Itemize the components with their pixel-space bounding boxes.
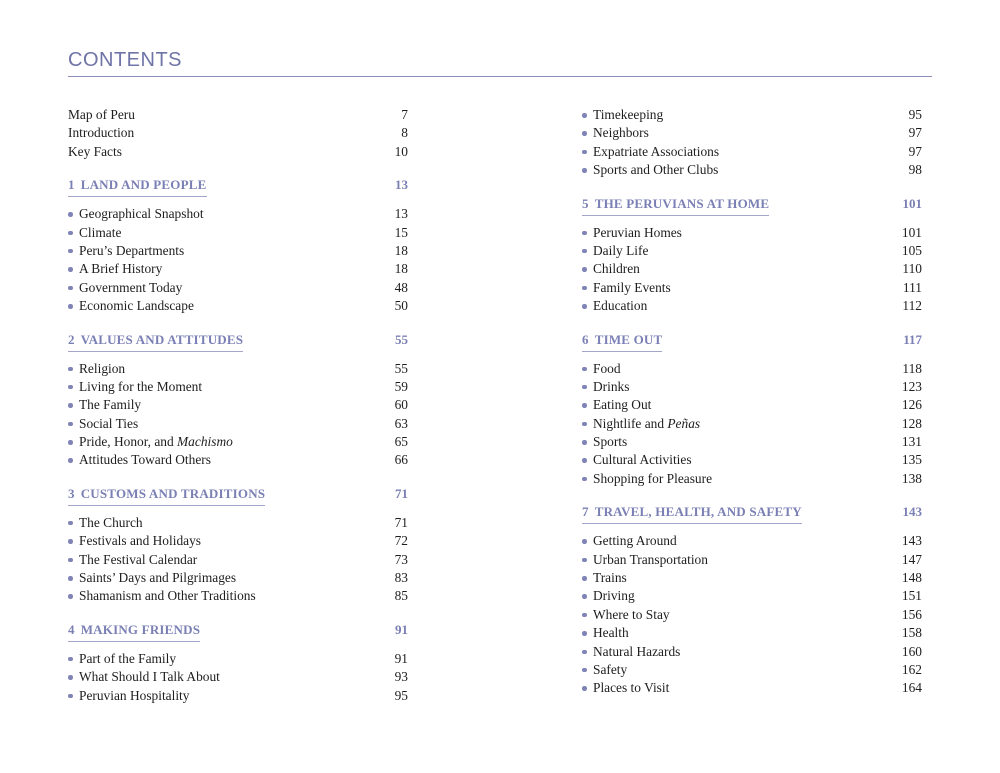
toc-entry-page-number: 72	[394, 533, 408, 549]
toc-entry-page-number: 18	[394, 261, 408, 277]
section-spacer	[68, 470, 408, 486]
toc-entry-page-number: 93	[394, 669, 408, 685]
toc-entry[interactable]	[68, 668, 408, 686]
bullet-icon	[582, 367, 587, 372]
toc-entry-label: Geographical Snapshot	[79, 206, 204, 222]
toc-entry[interactable]	[582, 161, 922, 179]
section-title	[68, 622, 200, 642]
toc-entry-page-number: 13	[394, 206, 408, 222]
bullet-icon	[68, 367, 73, 372]
toc-entry-page-number: 143	[901, 533, 922, 549]
section-heading[interactable]	[582, 332, 922, 360]
toc-entry-page-number: 135	[901, 452, 922, 468]
toc-entry[interactable]	[582, 378, 922, 396]
bullet-icon	[582, 440, 587, 445]
toc-entry-page-number: 97	[908, 143, 922, 159]
toc-entry-label-italic: Machismo	[177, 434, 233, 450]
toc-entry-page-number: 15	[394, 224, 408, 240]
section-number: 5	[582, 195, 589, 211]
section-label: CUSTOMS AND TRADITIONS	[80, 485, 266, 501]
toc-entry[interactable]	[68, 587, 408, 605]
toc-entry[interactable]	[582, 470, 922, 488]
toc-entry-page-number: 164	[901, 680, 922, 696]
toc-entry-label: Key Facts	[68, 143, 122, 159]
section-label: VALUES AND ATTITUDES	[80, 331, 244, 347]
toc-entry-page-number: 160	[901, 643, 922, 659]
section-label: THE PERUVIANS AT HOME	[594, 195, 770, 211]
toc-entry[interactable]	[68, 143, 408, 161]
section-number: 1	[68, 177, 75, 193]
toc-entry-page-number: 71	[394, 514, 408, 530]
bullet-icon	[68, 576, 73, 581]
toc-entry-label: The Family	[79, 397, 142, 413]
bullet-icon	[68, 657, 73, 662]
toc-entry-label: Sports	[593, 434, 628, 450]
toc-entry-label: Family Events	[593, 279, 671, 295]
toc-entry-label: Expatriate Associations	[593, 143, 720, 159]
toc-entry-label: Children	[593, 261, 640, 277]
toc-entry[interactable]	[582, 224, 922, 242]
bullet-icon	[582, 576, 587, 581]
toc-entry[interactable]	[582, 587, 922, 605]
section-title	[68, 486, 265, 506]
toc-entry-page-number: 111	[902, 279, 922, 295]
bullet-icon	[582, 304, 587, 309]
section-spacer	[582, 316, 922, 332]
section-number: 7	[582, 504, 589, 520]
bullet-icon	[582, 613, 587, 618]
toc-entry-label: Shopping for Pleasure	[593, 470, 713, 486]
section-label: LAND AND PEOPLE	[80, 177, 207, 193]
bullet-icon	[582, 168, 587, 173]
toc-entry-label: Peru’s Departments	[79, 242, 185, 258]
bullet-icon	[582, 403, 587, 408]
toc-entry-label: Trains	[593, 570, 627, 586]
section-spacer	[582, 180, 922, 196]
toc-entry-label: What Should I Talk About	[79, 669, 220, 685]
section-number: 3	[68, 485, 75, 501]
section-spacer	[68, 606, 408, 622]
toc-entry[interactable]	[68, 205, 408, 223]
section-heading[interactable]	[582, 196, 922, 224]
toc-entry-label: Social Ties	[79, 415, 139, 431]
toc-entry-label: Where to Stay	[593, 606, 670, 622]
toc-entry-page-number: 128	[901, 415, 922, 431]
toc-entry-label-italic: Peñas	[667, 415, 701, 431]
toc-entry-label: Education	[593, 298, 648, 314]
toc-entry-page-number: 8	[401, 125, 408, 141]
toc-entry-label: A Brief History	[79, 261, 163, 277]
toc-left-column	[68, 106, 408, 705]
toc-entry[interactable]	[68, 532, 408, 550]
bullet-icon	[68, 231, 73, 236]
toc-entry-label: Living for the Moment	[79, 378, 203, 394]
bullet-icon	[582, 286, 587, 291]
toc-entry-label: Shamanism and Other Traditions	[79, 588, 256, 604]
toc-entry-label: Natural Hazards	[593, 643, 681, 659]
toc-entry-page-number: 85	[394, 588, 408, 604]
toc-entry[interactable]	[582, 679, 922, 697]
toc-entry-page-number: 18	[394, 242, 408, 258]
toc-entry-page-number: 97	[908, 125, 922, 141]
toc-entry[interactable]	[68, 650, 408, 668]
section-title	[68, 332, 243, 352]
toc-entry-label: Daily Life	[593, 242, 649, 258]
page-title: CONTENTS	[68, 49, 182, 71]
bullet-icon	[582, 150, 587, 155]
section-page-number: 13	[395, 177, 408, 193]
bullet-icon	[68, 304, 73, 309]
toc-entry-label: Cultural Activities	[593, 452, 692, 468]
toc-entry-label: Peruvian Homes	[593, 224, 682, 240]
toc-entry-label: Sports and Other Clubs	[593, 162, 719, 178]
bullet-icon	[582, 668, 587, 673]
toc-entry-page-number: 73	[394, 551, 408, 567]
toc-entry-label: Nightlife and Peñas	[593, 415, 701, 431]
bullet-icon	[68, 558, 73, 563]
bullet-icon	[68, 403, 73, 408]
toc-entry-label: Timekeeping	[593, 107, 664, 122]
toc-entry[interactable]	[68, 687, 408, 705]
section-title	[582, 332, 662, 352]
toc-entry[interactable]	[582, 433, 922, 451]
toc-entry-label: The Festival Calendar	[79, 551, 198, 567]
toc-entry-page-number: 91	[394, 650, 408, 666]
section-number: 2	[68, 331, 75, 347]
toc-entry-page-number: 147	[901, 551, 922, 567]
toc-entry-label: Climate	[79, 224, 122, 240]
toc-entry-label: Attitudes Toward Others	[79, 452, 211, 468]
toc-entry-page-number: 126	[901, 397, 922, 413]
toc-entry[interactable]	[68, 242, 408, 260]
toc-entry-label: Places to Visit	[593, 680, 670, 696]
bullet-icon	[582, 131, 587, 136]
toc-entry[interactable]	[582, 606, 922, 624]
toc-entry-label: Pride, Honor, and Machismo	[79, 434, 233, 450]
toc-entry[interactable]	[582, 569, 922, 587]
toc-entry[interactable]	[582, 551, 922, 569]
section-page-number: 117	[903, 331, 922, 347]
toc-entry[interactable]	[582, 532, 922, 550]
section-spacer	[582, 488, 922, 504]
section-heading[interactable]	[68, 622, 408, 650]
bullet-icon	[582, 422, 587, 427]
title-divider	[68, 76, 932, 77]
section-label: TIME OUT	[594, 331, 663, 347]
toc-entry[interactable]	[582, 661, 922, 679]
bullet-icon	[68, 521, 73, 526]
toc-entry-page-number: 83	[394, 570, 408, 586]
section-page-number: 71	[395, 485, 408, 501]
bullet-icon	[68, 385, 73, 390]
toc-entry-page-number: 105	[901, 242, 922, 258]
toc-entry[interactable]	[582, 297, 922, 315]
toc-entry[interactable]	[68, 433, 408, 451]
section-heading[interactable]	[68, 332, 408, 360]
bullet-icon	[582, 650, 587, 655]
toc-entry[interactable]	[582, 124, 922, 142]
section-title	[582, 504, 802, 524]
toc-entry-page-number: 112	[902, 298, 922, 314]
toc-entry[interactable]	[68, 415, 408, 433]
section-page-number: 91	[395, 621, 408, 637]
toc-entry-page-number: 158	[901, 625, 922, 641]
toc-entry-page-number: 123	[901, 378, 922, 394]
toc-entry[interactable]	[582, 106, 922, 124]
toc-entry-label: Government Today	[79, 279, 183, 295]
toc-entry-label: Part of the Family	[79, 650, 177, 666]
section-page-number: 143	[902, 504, 922, 520]
toc-entry-page-number: 48	[394, 279, 408, 295]
toc-entry[interactable]	[68, 297, 408, 315]
toc-entry[interactable]	[582, 643, 922, 661]
section-spacer	[68, 316, 408, 332]
toc-entry-page-number: 110	[902, 261, 922, 277]
section-title	[582, 196, 769, 216]
bullet-icon	[582, 558, 587, 563]
bullet-icon	[582, 594, 587, 599]
toc-entry-page-number: 138	[901, 470, 922, 486]
bullet-icon	[582, 539, 587, 544]
section-page-number: 55	[395, 331, 408, 347]
section-label: MAKING FRIENDS	[80, 621, 201, 637]
toc-entry-label: Saints’ Days and Pilgrimages	[79, 570, 237, 586]
bullet-icon	[582, 267, 587, 272]
section-heading[interactable]	[582, 504, 922, 532]
toc-entry[interactable]	[582, 143, 922, 161]
bullet-icon	[582, 686, 587, 691]
bullet-icon	[582, 631, 587, 636]
toc-entry-page-number: 55	[394, 360, 408, 376]
toc-entry[interactable]	[582, 260, 922, 278]
toc-entry[interactable]	[68, 360, 408, 378]
toc-entry[interactable]	[582, 415, 922, 433]
toc-entry-page-number: 95	[908, 107, 922, 122]
toc-entry-label: Introduction	[68, 125, 135, 141]
toc-entry[interactable]	[68, 551, 408, 569]
bullet-icon	[68, 212, 73, 217]
toc-entry[interactable]	[582, 242, 922, 260]
toc-entry-label: Religion	[79, 360, 126, 376]
toc-entry-label: Neighbors	[593, 125, 649, 141]
toc-entry-page-number: 59	[394, 378, 408, 394]
toc-entry-page-number: 50	[394, 298, 408, 314]
toc-entry-label: Drinks	[593, 378, 630, 394]
toc-entry-page-number: 98	[908, 162, 922, 178]
toc-entry[interactable]	[68, 106, 408, 124]
toc-entry-label: Driving	[593, 588, 635, 604]
toc-entry-label: Safety	[593, 661, 628, 677]
bullet-icon	[68, 249, 73, 254]
bullet-icon	[68, 286, 73, 291]
toc-right-column	[582, 106, 922, 698]
section-number: 4	[68, 621, 75, 637]
toc-entry-page-number: 162	[901, 661, 922, 677]
section-heading[interactable]	[68, 177, 408, 205]
toc-entry[interactable]	[582, 451, 922, 469]
toc-entry-label: Economic Landscape	[79, 298, 194, 314]
section-page-number: 101	[902, 195, 922, 211]
toc-entry-page-number: 7	[401, 107, 408, 122]
toc-entry-label: Map of Peru	[68, 107, 135, 122]
bullet-icon	[68, 422, 73, 427]
toc-entry-page-number: 151	[901, 588, 922, 604]
toc-entry-label: Eating Out	[593, 397, 652, 413]
toc-entry-page-number: 148	[901, 570, 922, 586]
toc-entry[interactable]	[68, 569, 408, 587]
toc-entry-page-number: 101	[901, 224, 922, 240]
bullet-icon	[68, 267, 73, 272]
toc-entry-label: Urban Transportation	[593, 551, 708, 567]
bullet-icon	[582, 249, 587, 254]
bullet-icon	[68, 675, 73, 680]
toc-entry[interactable]	[582, 279, 922, 297]
toc-entry[interactable]	[68, 279, 408, 297]
toc-entry-page-number: 131	[901, 434, 922, 450]
toc-entry-page-number: 63	[394, 415, 408, 431]
toc-entry[interactable]	[68, 451, 408, 469]
toc-entry-label: Health	[593, 625, 629, 641]
toc-entry-label: Festivals and Holidays	[79, 533, 201, 549]
bullet-icon	[582, 231, 587, 236]
toc-entry[interactable]	[582, 624, 922, 642]
toc-entry-page-number: 156	[901, 606, 922, 622]
toc-entry[interactable]	[68, 224, 408, 242]
toc-entry-label: Food	[593, 360, 621, 376]
section-spacer	[68, 161, 408, 177]
bullet-icon	[582, 458, 587, 463]
toc-entry[interactable]	[68, 514, 408, 532]
toc-entry-page-number: 95	[394, 687, 408, 703]
section-label: TRAVEL, HEALTH, AND SAFETY	[594, 504, 802, 520]
bullet-icon	[68, 539, 73, 544]
section-heading[interactable]	[68, 486, 408, 514]
toc-entry-page-number: 118	[902, 360, 922, 376]
toc-entry[interactable]	[68, 260, 408, 278]
section-title	[68, 177, 207, 197]
section-number: 6	[582, 331, 589, 347]
toc-entry-page-number: 65	[394, 434, 408, 450]
toc-entry-label: The Church	[79, 514, 143, 530]
toc-entry-page-number: 60	[394, 397, 408, 413]
toc-entry-label: Getting Around	[593, 533, 677, 549]
bullet-icon	[68, 440, 73, 445]
toc-entry[interactable]	[582, 396, 922, 414]
bullet-icon	[582, 385, 587, 390]
bullet-icon	[68, 458, 73, 463]
toc-entry-label: Peruvian Hospitality	[79, 687, 190, 703]
toc-entry[interactable]	[68, 396, 408, 414]
toc-entry[interactable]	[68, 124, 408, 142]
bullet-icon	[582, 113, 587, 118]
toc-entry[interactable]	[582, 360, 922, 378]
toc-entry-page-number: 10	[394, 143, 408, 159]
bullet-icon	[582, 477, 587, 482]
toc-entry-page-number: 66	[394, 452, 408, 468]
bullet-icon	[68, 594, 73, 599]
bullet-icon	[68, 694, 73, 699]
toc-entry[interactable]	[68, 378, 408, 396]
